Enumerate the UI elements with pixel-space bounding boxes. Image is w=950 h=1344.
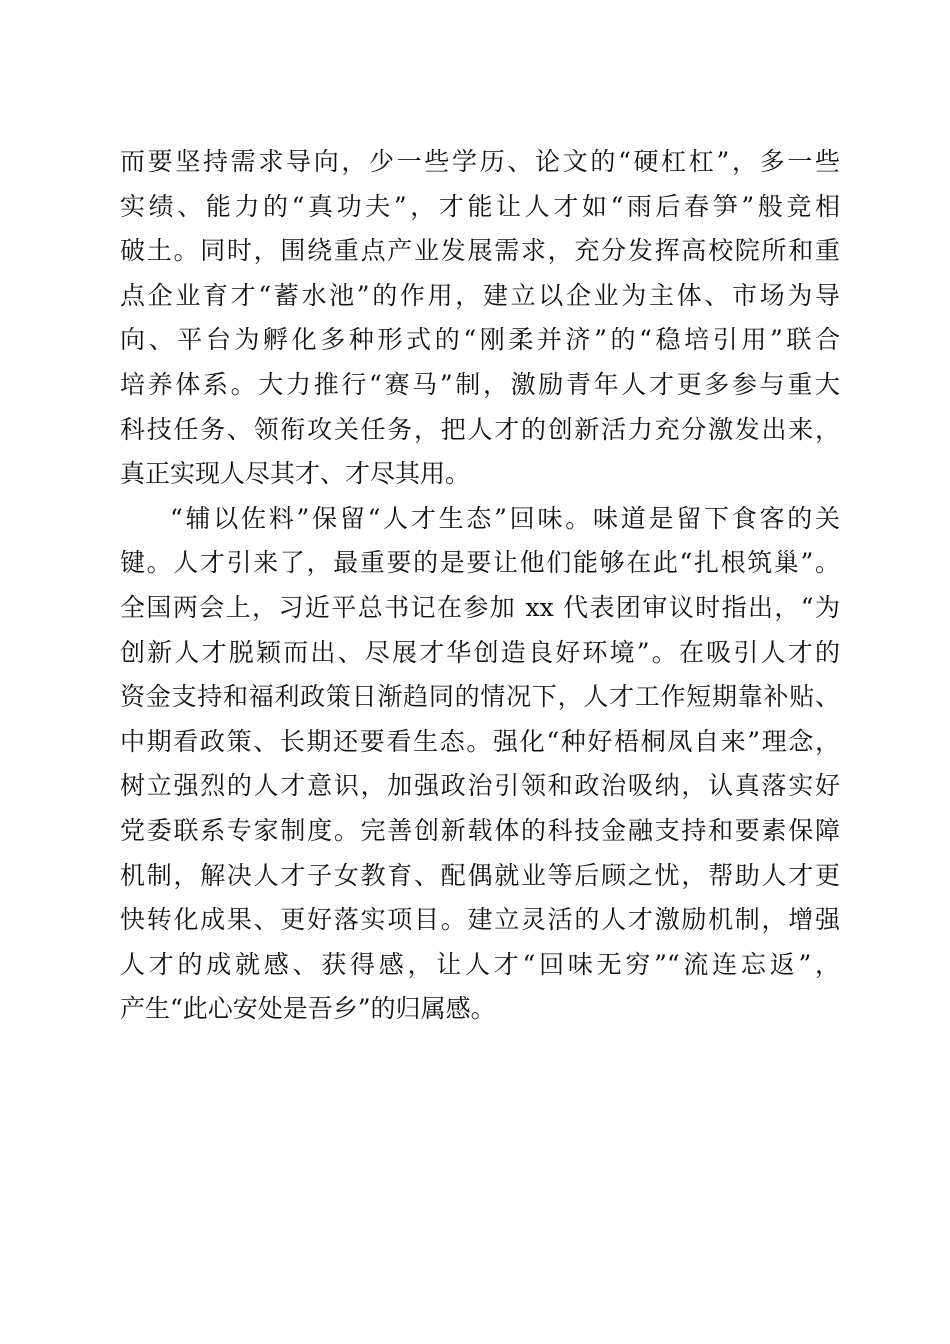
paragraph-line: 点企业育才“蓄水池”的作用，建立以企业为主体、市场为导 <box>120 280 840 310</box>
paragraph-line: 破土。同时，围绕重点产业发展需求，充分发挥高校院所和重 <box>120 236 840 266</box>
paragraph-line: 产生“此心安处是吾乡”的归属感。 <box>120 994 496 1024</box>
paragraph-line: 机制，解决人才子女教育、配偶就业等后顾之忧，帮助人才更 <box>120 860 840 890</box>
paragraph-2 <box>120 497 840 1032</box>
paragraph-line: 资金支持和福利政策日渐趋同的情况下，人才工作短期靠补贴、 <box>120 682 840 712</box>
paragraph-line: “辅以佐料”保留“人才生态”回味。味道是留下食客的关 <box>170 503 840 533</box>
paragraph-line: 真正实现人尽其才、才尽其用。 <box>120 459 471 489</box>
paragraph-line: 科技任务、领衔攻关任务，把人才的创新活力充分激发出来， <box>120 414 840 444</box>
paragraph-1 <box>120 140 840 497</box>
paragraph-line: 党委联系专家制度。完善创新载体的科技金融支持和要素保障 <box>120 815 840 845</box>
paragraph-line: 而要坚持需求导向，少一些学历、论文的“硬杠杠”，多一些 <box>120 147 840 176</box>
paragraph-line: 全国两会上，习近平总书记在参加 xx 代表团审议时指出，“为 <box>120 592 840 622</box>
paragraph-line: 键。人才引来了，最重要的是要让他们能够在此“扎根筑巢”。 <box>120 548 840 578</box>
paragraph-line: 向、平台为孵化多种形式的“刚柔并济”的“稳培引用”联合 <box>120 325 840 355</box>
body-text <box>120 140 840 1032</box>
paragraph-line: 培养体系。大力推行“赛马”制，激励青年人才更多参与重大 <box>120 369 840 399</box>
paragraph-line: 快转化成果、更好落实项目。建立灵活的人才激励机制，增强 <box>120 905 840 935</box>
paragraph-line: 中期看政策、长期还要看生态。强化“种好梧桐凤自来”理念， <box>120 726 840 756</box>
paragraph-line: 人才的成就感、获得感，让人才“回味无穷”“流连忘返”， <box>120 949 840 979</box>
paragraph-line: 实绩、能力的“真功夫”，才能让人才如“雨后春笋”般竞相 <box>120 191 840 221</box>
paragraph-line: 创新人才脱颖而出、尽展才华创造良好环境”。在吸引人才的 <box>120 637 840 667</box>
paragraph-line: 树立强烈的人才意识，加强政治引领和政治吸纳，认真落实好 <box>120 771 840 801</box>
